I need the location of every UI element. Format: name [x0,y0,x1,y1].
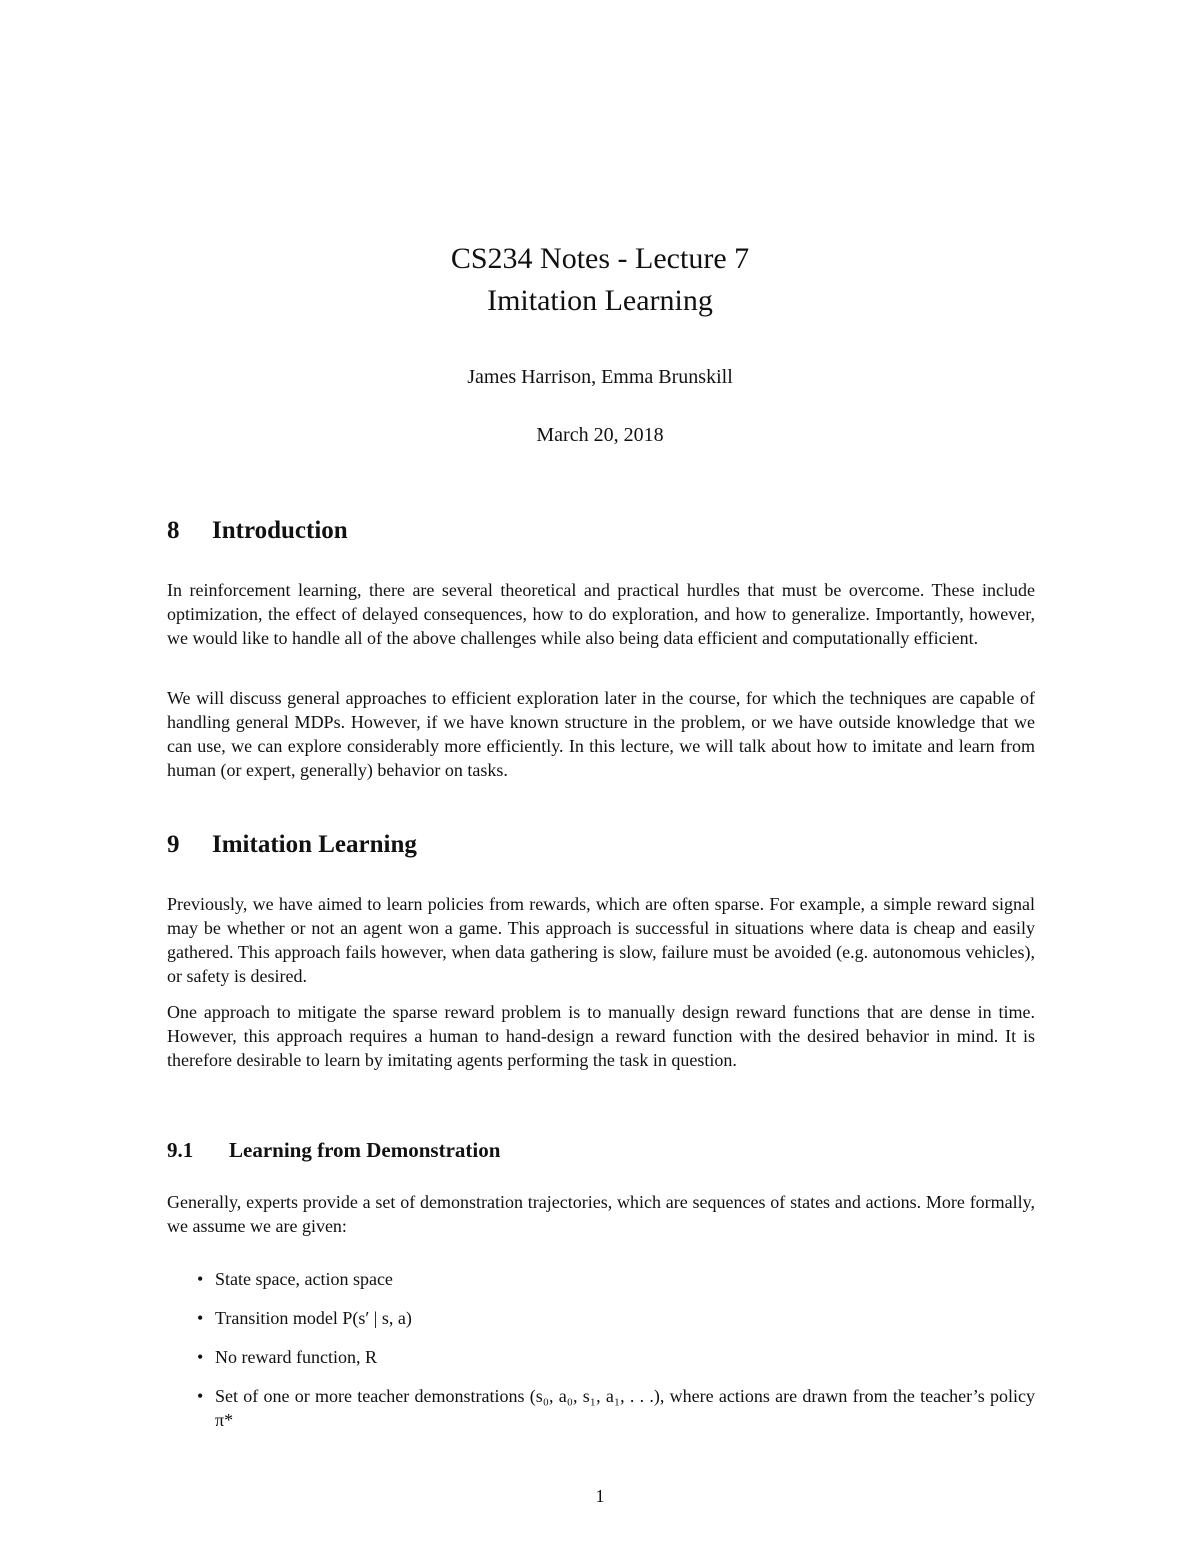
section-heading [167,516,1035,546]
list-item-text: State space, action space [215,1269,393,1289]
list-item-text: Set of one or more teacher demonstrations (s₀, a₀, s₁, a₁, . . .), where actions are drawn from the teacher’s policy π* [215,1386,1035,1430]
section-imitation-learning [167,830,1035,860]
list-item [167,1384,1035,1432]
list-item [167,1345,1035,1369]
paragraph [167,1000,1035,1072]
document-title: CS234 Notes - Lecture 7 [450,242,750,275]
section-introduction [167,516,1035,546]
authors: James Harrison, Emma Brunskill [467,366,733,388]
page-number: 1 [595,1486,605,1506]
bullet-list [167,1267,1035,1432]
subsection-number: 9.1 [167,1138,194,1162]
paragraph [167,1190,1035,1238]
section-number: 8 [167,517,180,544]
paragraph-text: Generally, experts provide a set of demonstration trajectories, which are sequences of states and actions. More formally, we assume we are given: [167,1192,1035,1236]
paragraph-text: We will discuss general approaches to efficient exploration later in the course, for which the techniques are capable of handling general MDPs. However, if we have known structure in the problem, or we have outside knowledge that we can use, we can explore considerably more efficiently. In this lecture, we will talk about how to imitate and learn from human (or expert, generally) behavior on tasks. [167,688,1035,780]
date: March 20, 2018 [536,424,664,446]
bullet-icon: • [197,1386,204,1406]
subsection-heading [167,1137,1035,1163]
subsection-learning-from-demonstration [167,1137,1035,1163]
bullet-icon: • [197,1269,204,1289]
paragraph [167,686,1035,782]
bullet-icon: • [197,1308,204,1328]
paragraph-text: In reinforcement learning, there are several theoretical and practical hurdles that must be overcome. These include optimization, the effect of delayed consequences, how to do exploration, and how to generalize. Importantly, however, we would like to handle all of the above challenges while also being data efficient and computationally efficient. [167,580,1035,648]
list-item-text: Transition model P(s′ | s, a) [215,1308,412,1328]
paragraph-text: Previously, we have aimed to learn policies from rewards, which are often sparse. For example, a simple reward signal may be whether or not an agent won a game. This approach is successful in situations where data is cheap and easily gathered. This approach fails however, when data gathering is slow, failure must be avoided (e.g. autonomous vehicles), or safety is desired. [167,894,1035,986]
document-subtitle: Imitation Learning [487,284,713,317]
section-heading [167,830,1035,860]
title-block [0,238,1200,322]
paragraph-text: One approach to mitigate the sparse reward problem is to manually design reward functions that are dense in time. However, this approach requires a human to hand-design a reward function with the desired behavior in mind. It is therefore desirable to learn by imitating agents performing the task in question. [167,1002,1035,1070]
section-number: 9 [167,831,180,858]
section-title: Imitation Learning [212,831,417,858]
list-item [167,1267,1035,1291]
bullet-icon: • [197,1347,204,1367]
list-item-text: No reward function, R [215,1347,377,1367]
list-item [167,1306,1035,1330]
section-title: Introduction [212,517,348,544]
paragraph [167,578,1035,650]
subsection-title: Learning from Demonstration [229,1138,501,1162]
paragraph [167,892,1035,988]
